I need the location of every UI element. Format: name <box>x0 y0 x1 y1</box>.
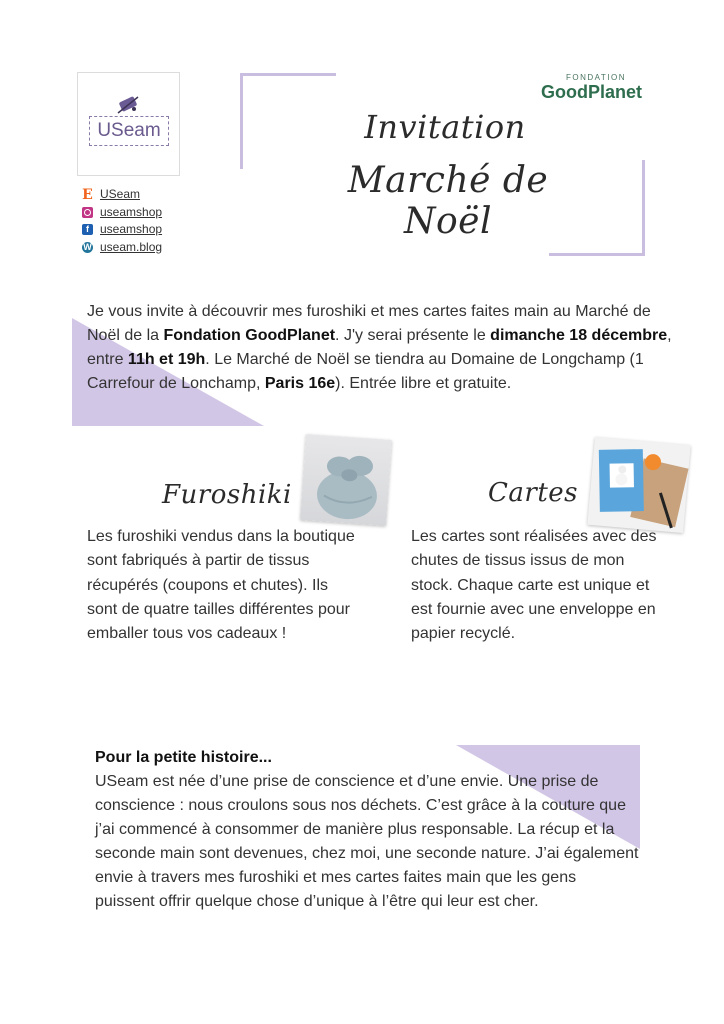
sewing-machine-icon <box>114 93 142 117</box>
story-text: USeam est née d’une prise de conscience et d’une envie. Une prise de conscience : nous croulons sous nos déchets. C’est grâce à la couture que j’ai commencé à consommer de manière plus responsable. La récup et la seconde main sont devenues, chez moi, une seconde nature. J’ai également envie à travers mes furoshiki et mes cartes faites main que les gens puissent offrir quelque chose d’unique à l’être qui leur est cher. <box>95 773 639 910</box>
instagram-icon <box>82 207 93 218</box>
wordpress-icon: W <box>83 241 92 252</box>
frame-corner-top-left <box>240 73 336 76</box>
social-link-etsy[interactable]: USeam <box>100 187 141 201</box>
intro-text-2: . J'y serai présente le <box>335 327 491 344</box>
partner-logo-label: FONDATION <box>566 73 627 82</box>
furoshiki-description: Les furoshiki vendus dans la boutique sont fabriqués à partir de tissus récupérés (coupons et chutes). Ils sont de quatre tailles différentes pour emballer tous vos cadeaux ! <box>87 528 355 643</box>
intro-paragraph <box>87 300 677 396</box>
furoshiki-bag-illustration <box>300 434 392 526</box>
intro-bold-date: dimanche 18 décembre <box>490 327 668 344</box>
title-marche-de-noel: Marché de Noël <box>347 160 549 242</box>
title-invitation: Invitation <box>364 108 526 146</box>
furoshiki-title: Furoshiki <box>162 480 292 510</box>
social-link-wordpress[interactable]: useam.blog <box>100 239 163 254</box>
intro-bold-paris: Paris 16e <box>264 375 336 392</box>
social-item-etsy[interactable] <box>82 186 162 204</box>
logo-text: USeam <box>89 116 169 146</box>
story-title: Pour la petite histoire... <box>95 749 272 766</box>
frame-corner-top-left-vertical <box>240 73 243 169</box>
frame-corner-bottom-right-vertical <box>642 160 645 256</box>
social-item-instagram[interactable] <box>82 204 162 222</box>
social-item-facebook[interactable] <box>82 221 162 239</box>
useam-logo <box>77 72 180 176</box>
social-link-instagram[interactable]: useamshop <box>100 204 163 219</box>
intro-text-3: , entre <box>87 327 672 368</box>
social-links <box>82 186 162 256</box>
cartes-title: Cartes <box>488 478 579 508</box>
facebook-icon: f <box>82 224 93 235</box>
etsy-icon: E <box>82 186 93 203</box>
social-item-wordpress[interactable] <box>82 239 162 257</box>
cartes-description: Les cartes sont réalisées avec des chutes de tissus issus de mon stock. Chaque carte est unique et est fournie avec une enveloppe en papier recyclé. <box>411 528 657 643</box>
social-link-facebook[interactable]: useamshop <box>100 222 163 236</box>
partner-logo-name: GoodPlanet <box>541 82 643 102</box>
story-section <box>95 746 640 914</box>
frame-corner-bottom-right <box>549 253 645 256</box>
intro-text-4: . Le Marché de Noël se tiendra au Domaine de Longchamp (1 Carrefour de Lonchamp, <box>87 351 644 392</box>
intro-text-5: ). Entrée libre et gratuite. <box>335 375 512 392</box>
furoshiki-photo <box>300 434 392 526</box>
intro-bold-fondation: Fondation GoodPlanet <box>163 327 336 344</box>
intro-bold-hours: 11h et 19h <box>127 351 206 368</box>
intro-text-1: Je vous invite à découvrir mes furoshiki et mes cartes faites main au Marché de Noël de la <box>87 303 651 344</box>
card-illustration <box>587 437 690 533</box>
cartes-photo <box>587 437 690 533</box>
